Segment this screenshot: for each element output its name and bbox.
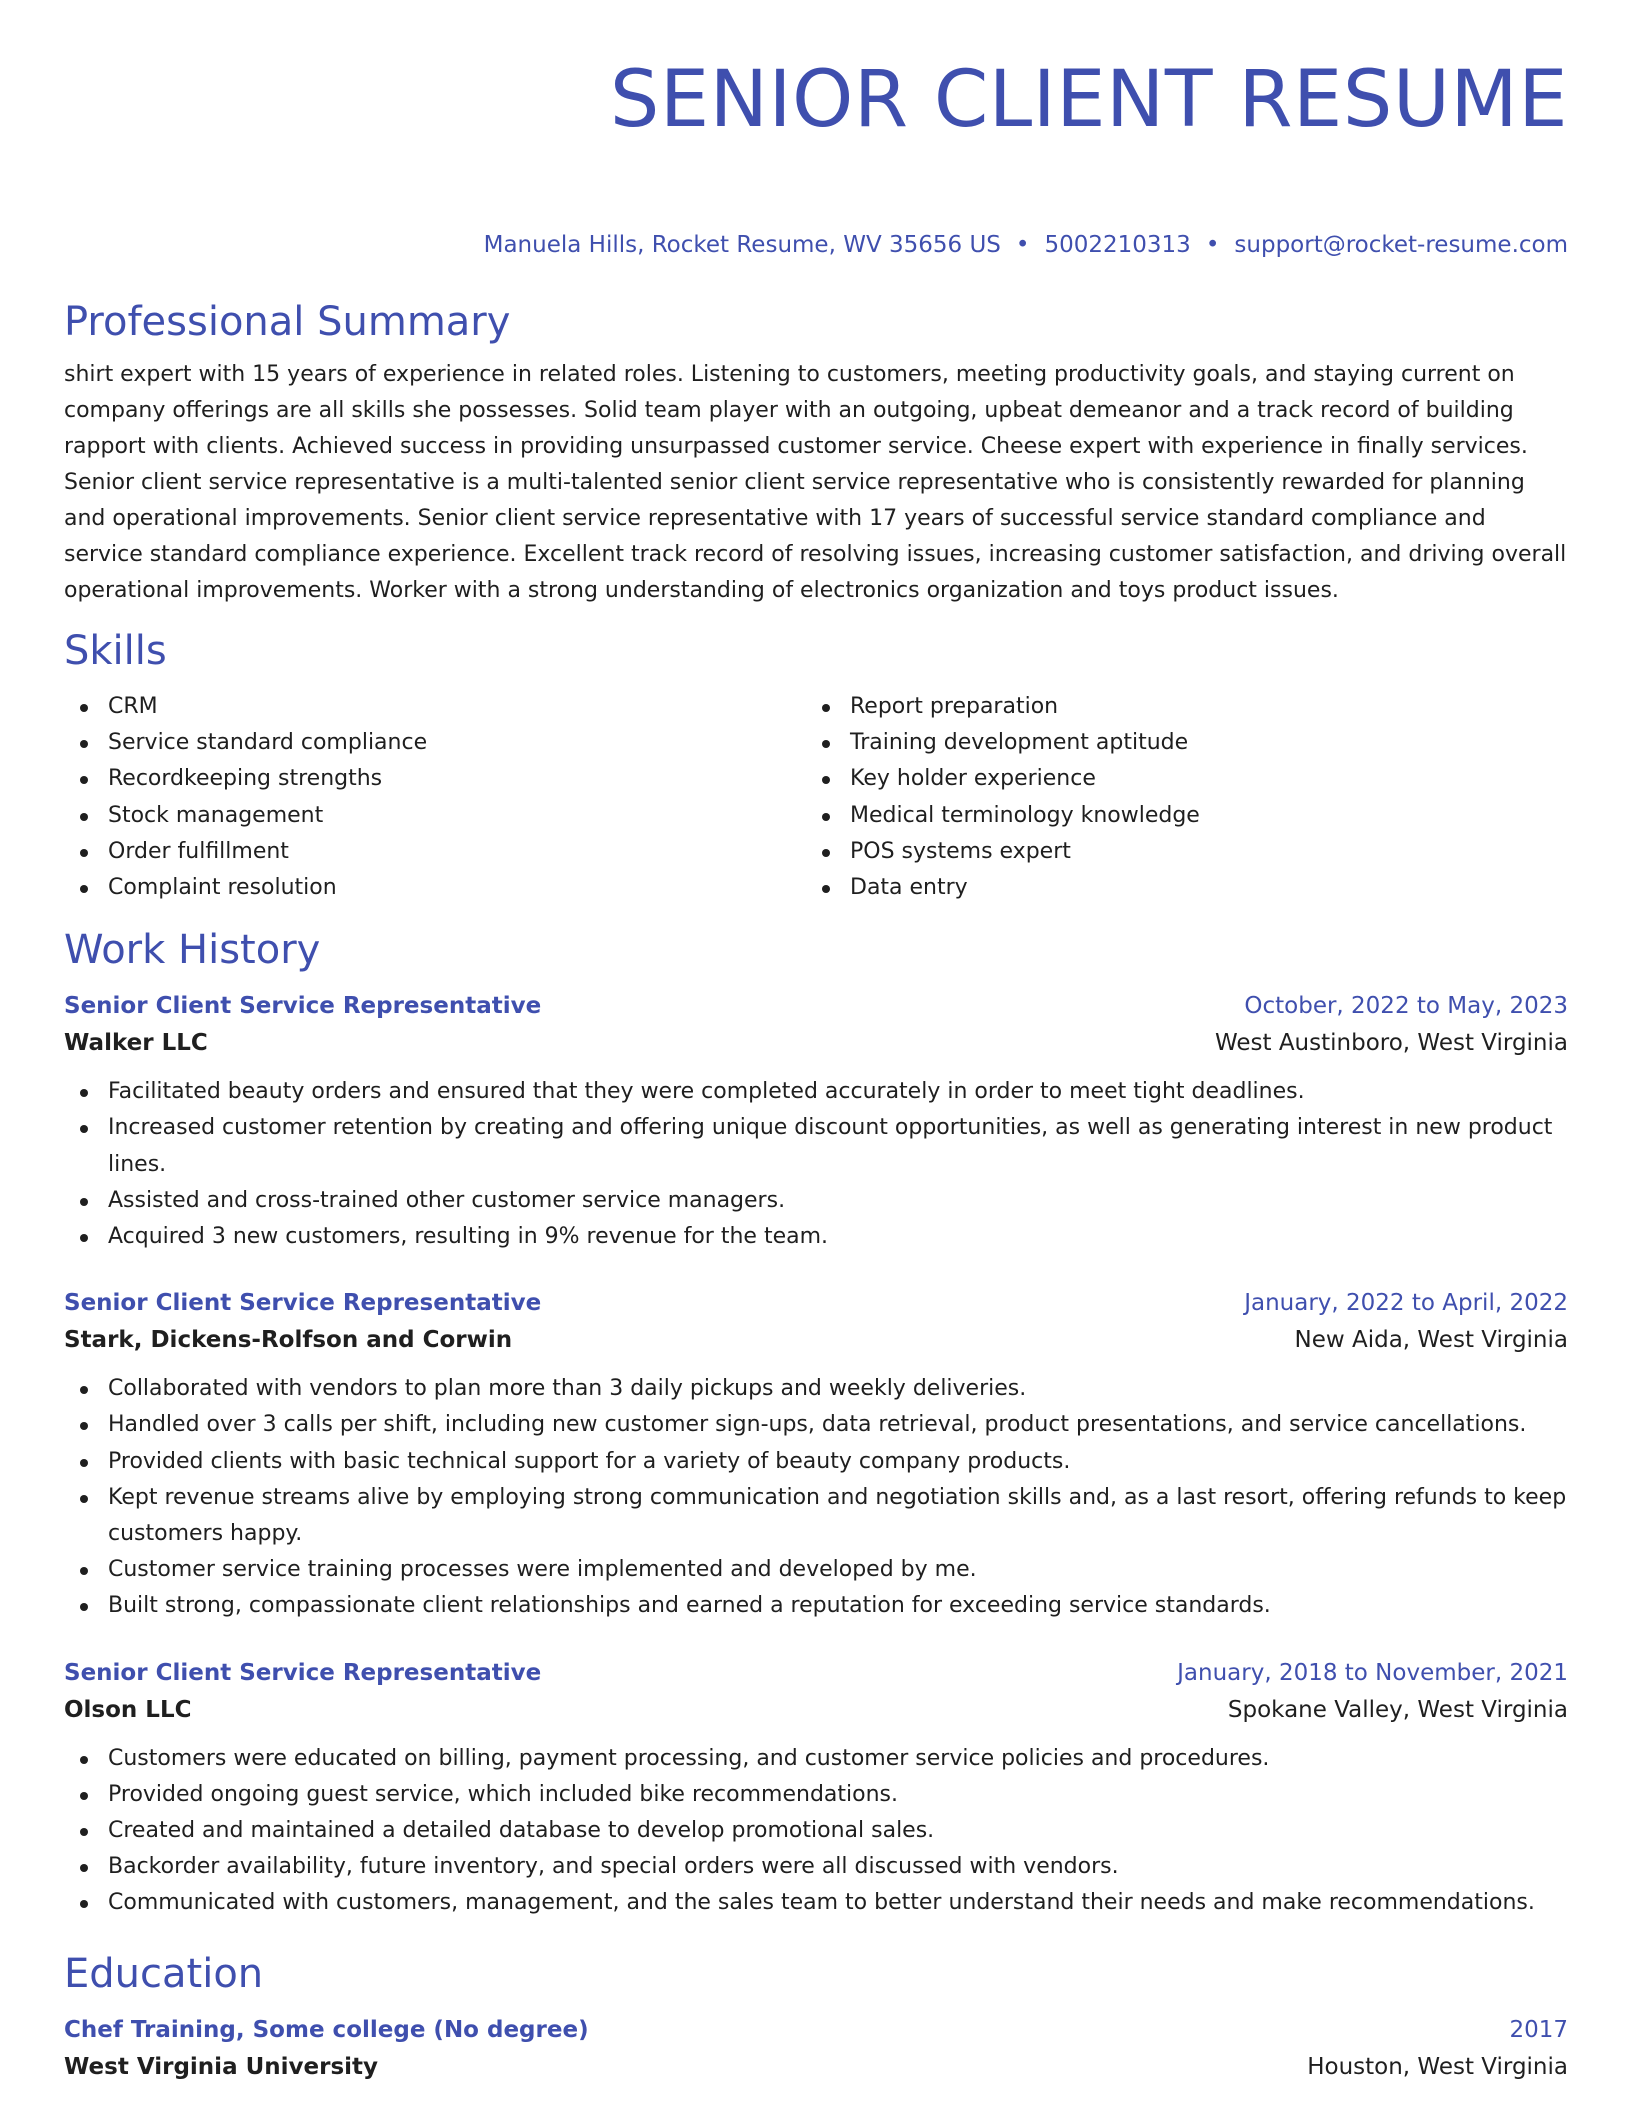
- contact-email: support@rocket-resume.com: [1234, 232, 1568, 258]
- job-bullet: Handled over 3 calls per shift, including new customer sign-ups, data retrieval, product presentations, and service cancellations.: [64, 1407, 1568, 1443]
- job-header-row: [64, 1285, 1568, 1321]
- job-company: Walker LLC: [64, 1030, 208, 1057]
- education-heading: Education: [64, 1950, 264, 1997]
- job-bullet: Customer service training processes were implemented and developed by me.: [64, 1552, 1568, 1588]
- education-entry: [64, 2012, 1568, 2086]
- job-company-row: [64, 1691, 1568, 1729]
- work-history-section: [64, 926, 1568, 1921]
- job-dates: October, 2022 to May, 2023: [1244, 993, 1568, 1020]
- skills-column-left: [64, 689, 806, 906]
- job-company: Olson LLC: [64, 1696, 192, 1723]
- job-entry: [64, 1655, 1568, 1922]
- job-bullet: Built strong, compassionate client relationships and earned a reputation for exceeding service standards.: [64, 1588, 1568, 1624]
- skill-item: Key holder experience: [806, 761, 1548, 797]
- professional-summary-heading: Professional Summary: [64, 299, 511, 345]
- skill-item: Training development aptitude: [806, 725, 1548, 761]
- job-location: West Austinboro, West Virginia: [1214, 1030, 1568, 1057]
- skill-item: CRM: [64, 689, 806, 725]
- skill-item: Report preparation: [806, 689, 1548, 725]
- resume-title: SENIOR CLIENT RESUME: [609, 55, 1568, 145]
- education-school: West Virginia University: [64, 2053, 379, 2080]
- skill-item: Service standard compliance: [64, 725, 806, 761]
- skill-item: Data entry: [806, 870, 1548, 906]
- skills-column-right: [806, 689, 1548, 906]
- education-year: 2017: [1509, 2016, 1568, 2043]
- contact-phone: 5002210313: [1044, 232, 1191, 258]
- job-title: Senior Client Service Representative: [64, 1290, 542, 1317]
- education-location: Houston, West Virginia: [1307, 2053, 1568, 2080]
- contact-line: [64, 230, 1568, 260]
- skills-grid: [64, 689, 1568, 906]
- job-location: Spokane Valley, West Virginia: [1227, 1696, 1568, 1723]
- job-company: Stark, Dickens-Rolfson and Corwin: [64, 1327, 513, 1354]
- education-section: [64, 1950, 1568, 2086]
- job-bullet: Facilitated beauty orders and ensured that they were completed accurately in order to meet tight deadlines.: [64, 1074, 1568, 1110]
- job-bullet: Provided ongoing guest service, which included bike recommendations.: [64, 1777, 1568, 1813]
- job-bullets: [64, 1371, 1568, 1624]
- job-title: Senior Client Service Representative: [64, 993, 542, 1020]
- job-location: New Aida, West Virginia: [1294, 1327, 1568, 1354]
- professional-summary-section: [64, 298, 1568, 609]
- skills-section: [64, 627, 1568, 906]
- contact-separator: •: [1015, 232, 1030, 258]
- job-entry: [64, 1285, 1568, 1624]
- education-school-row: [64, 2048, 1568, 2086]
- education-degree: Chef Training, Some college (No degree): [64, 2016, 589, 2043]
- job-company-row: [64, 1024, 1568, 1062]
- education-header-row: [64, 2012, 1568, 2048]
- job-dates: January, 2022 to April, 2022: [1244, 1290, 1568, 1317]
- job-company-row: [64, 1321, 1568, 1359]
- job-bullet: Kept revenue streams alive by employing strong communication and negotiation skills and, as a last resort, offering refunds to keep customers happy.: [64, 1480, 1568, 1552]
- skill-item: Medical terminology knowledge: [806, 798, 1548, 834]
- contact-address: Manuela Hills, Rocket Resume, WV 35656 US: [483, 232, 1001, 258]
- job-bullet: Assisted and cross-trained other customer service managers.: [64, 1183, 1568, 1219]
- job-bullet: Increased customer retention by creating and offering unique discount opportunities, as well as generating interest in new product lines.: [64, 1110, 1568, 1182]
- job-header-row: [64, 1655, 1568, 1691]
- skill-item: Stock management: [64, 798, 806, 834]
- skills-heading: Skills: [64, 628, 167, 674]
- skill-item: Recordkeeping strengths: [64, 761, 806, 797]
- skill-item: Complaint resolution: [64, 870, 806, 906]
- job-bullet: Provided clients with basic technical support for a variety of beauty company products.: [64, 1444, 1568, 1480]
- skill-item: POS systems expert: [806, 834, 1548, 870]
- job-bullet: Backorder availability, future inventory, and special orders were all discussed with vendors.: [64, 1849, 1568, 1885]
- contact-separator: •: [1205, 232, 1220, 258]
- job-bullet: Communicated with customers, management, and the sales team to better understand their needs and make recommendations.: [64, 1885, 1568, 1921]
- job-bullet: Collaborated with vendors to plan more than 3 daily pickups and weekly deliveries.: [64, 1371, 1568, 1407]
- professional-summary-text: shirt expert with 15 years of experience in related roles. Listening to customers, meeting productivity goals, and staying current on company offerings are all skills she possesses. Solid team player with an outgoing, upbeat demeanor and a track record of building rapport with clients. Achieved success in providing unsurpassed customer service. Cheese expert with experience in finally services. Senior client service representative is a multi-talented senior client service representative who is consistently rewarded for planning and operational improvements. Senior client service representative with 17 years of successful service standard compliance and service standard compliance experience. Excellent track record of resolving issues, increasing customer satisfaction, and driving overall operational improvements. Worker with a strong understanding of electronics organization and toys product issues.: [64, 362, 1567, 603]
- job-bullet: Customers were educated on billing, payment processing, and customer service policies and procedures.: [64, 1741, 1568, 1777]
- job-bullet: Created and maintained a detailed database to develop promotional sales.: [64, 1813, 1568, 1849]
- job-header-row: [64, 988, 1568, 1024]
- work-history-heading: Work History: [64, 927, 321, 974]
- job-bullets: [64, 1741, 1568, 1922]
- skill-item: Order fulfillment: [64, 834, 806, 870]
- job-entry: [64, 988, 1568, 1255]
- job-title: Senior Client Service Representative: [64, 1659, 542, 1686]
- job-dates: January, 2018 to November, 2021: [1177, 1659, 1568, 1686]
- job-bullet: Acquired 3 new customers, resulting in 9% revenue for the team.: [64, 1219, 1568, 1255]
- job-bullets: [64, 1074, 1568, 1255]
